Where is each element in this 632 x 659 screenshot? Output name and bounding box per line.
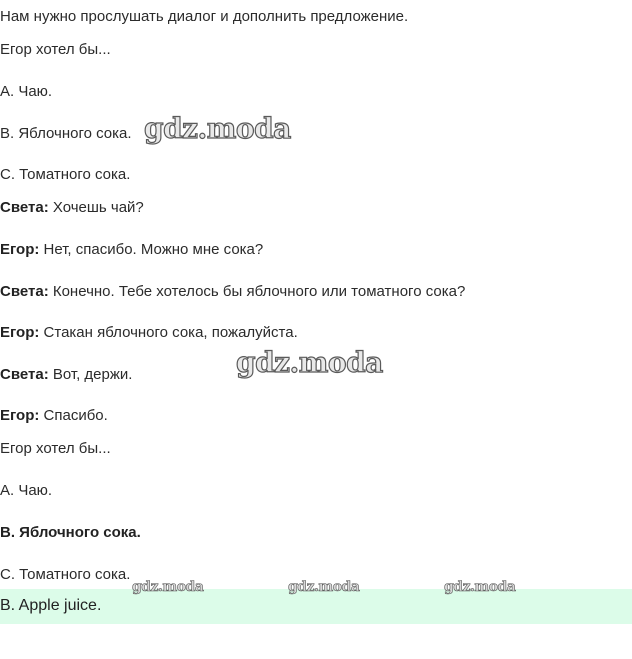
option-a: A. Чаю.	[0, 83, 53, 100]
speaker-name: Света:	[0, 283, 49, 300]
question-repeat-text: Егор хотел бы...	[0, 440, 111, 457]
dialogue-line	[0, 407, 108, 425]
question-text: Егор хотел бы...	[0, 41, 111, 58]
dialogue-line	[0, 199, 144, 217]
dialogue-text: Стакан яблочного сока, пожалуйста.	[39, 324, 298, 341]
dialogue-text: Спасибо.	[39, 407, 108, 424]
speaker-name: Света:	[0, 199, 49, 216]
dialogue-line	[0, 241, 263, 259]
dialogue-text: Хочешь чай?	[48, 199, 144, 216]
answer-text: B. Apple juice.	[0, 597, 102, 614]
dialogue-text: Вот, держи.	[48, 366, 133, 383]
task-text: Нам нужно прослушать диалог и дополнить предложение.	[0, 8, 409, 25]
watermark-logo: gdz.moda	[236, 346, 383, 379]
option-b: B. Яблочного сока.	[0, 125, 132, 142]
speaker-name: Света:	[0, 366, 49, 383]
dialogue-line	[0, 366, 132, 384]
dialogue-text: Конечно. Тебе хотелось бы яблочного или томатного сока?	[48, 283, 466, 300]
speaker-name: Егор:	[0, 241, 40, 258]
dialogue-line	[0, 324, 298, 342]
watermark-logo: gdz.moda	[288, 579, 360, 595]
option-c-repeat: C. Томатного сока.	[0, 566, 131, 583]
dialogue-text: Нет, спасибо. Можно мне сока?	[39, 241, 264, 258]
watermark-logo: gdz.moda	[132, 579, 204, 595]
option-c: C. Томатного сока.	[0, 166, 131, 183]
dialogue-line	[0, 283, 465, 301]
watermark-logo: gdz.moda	[144, 112, 291, 145]
speaker-name: Егор:	[0, 407, 40, 424]
option-a-repeat: A. Чаю.	[0, 482, 53, 499]
option-b-repeat-correct: B. Яблочного сока.	[0, 524, 141, 541]
speaker-name: Егор:	[0, 324, 40, 341]
watermark-logo: gdz.moda	[444, 579, 516, 595]
